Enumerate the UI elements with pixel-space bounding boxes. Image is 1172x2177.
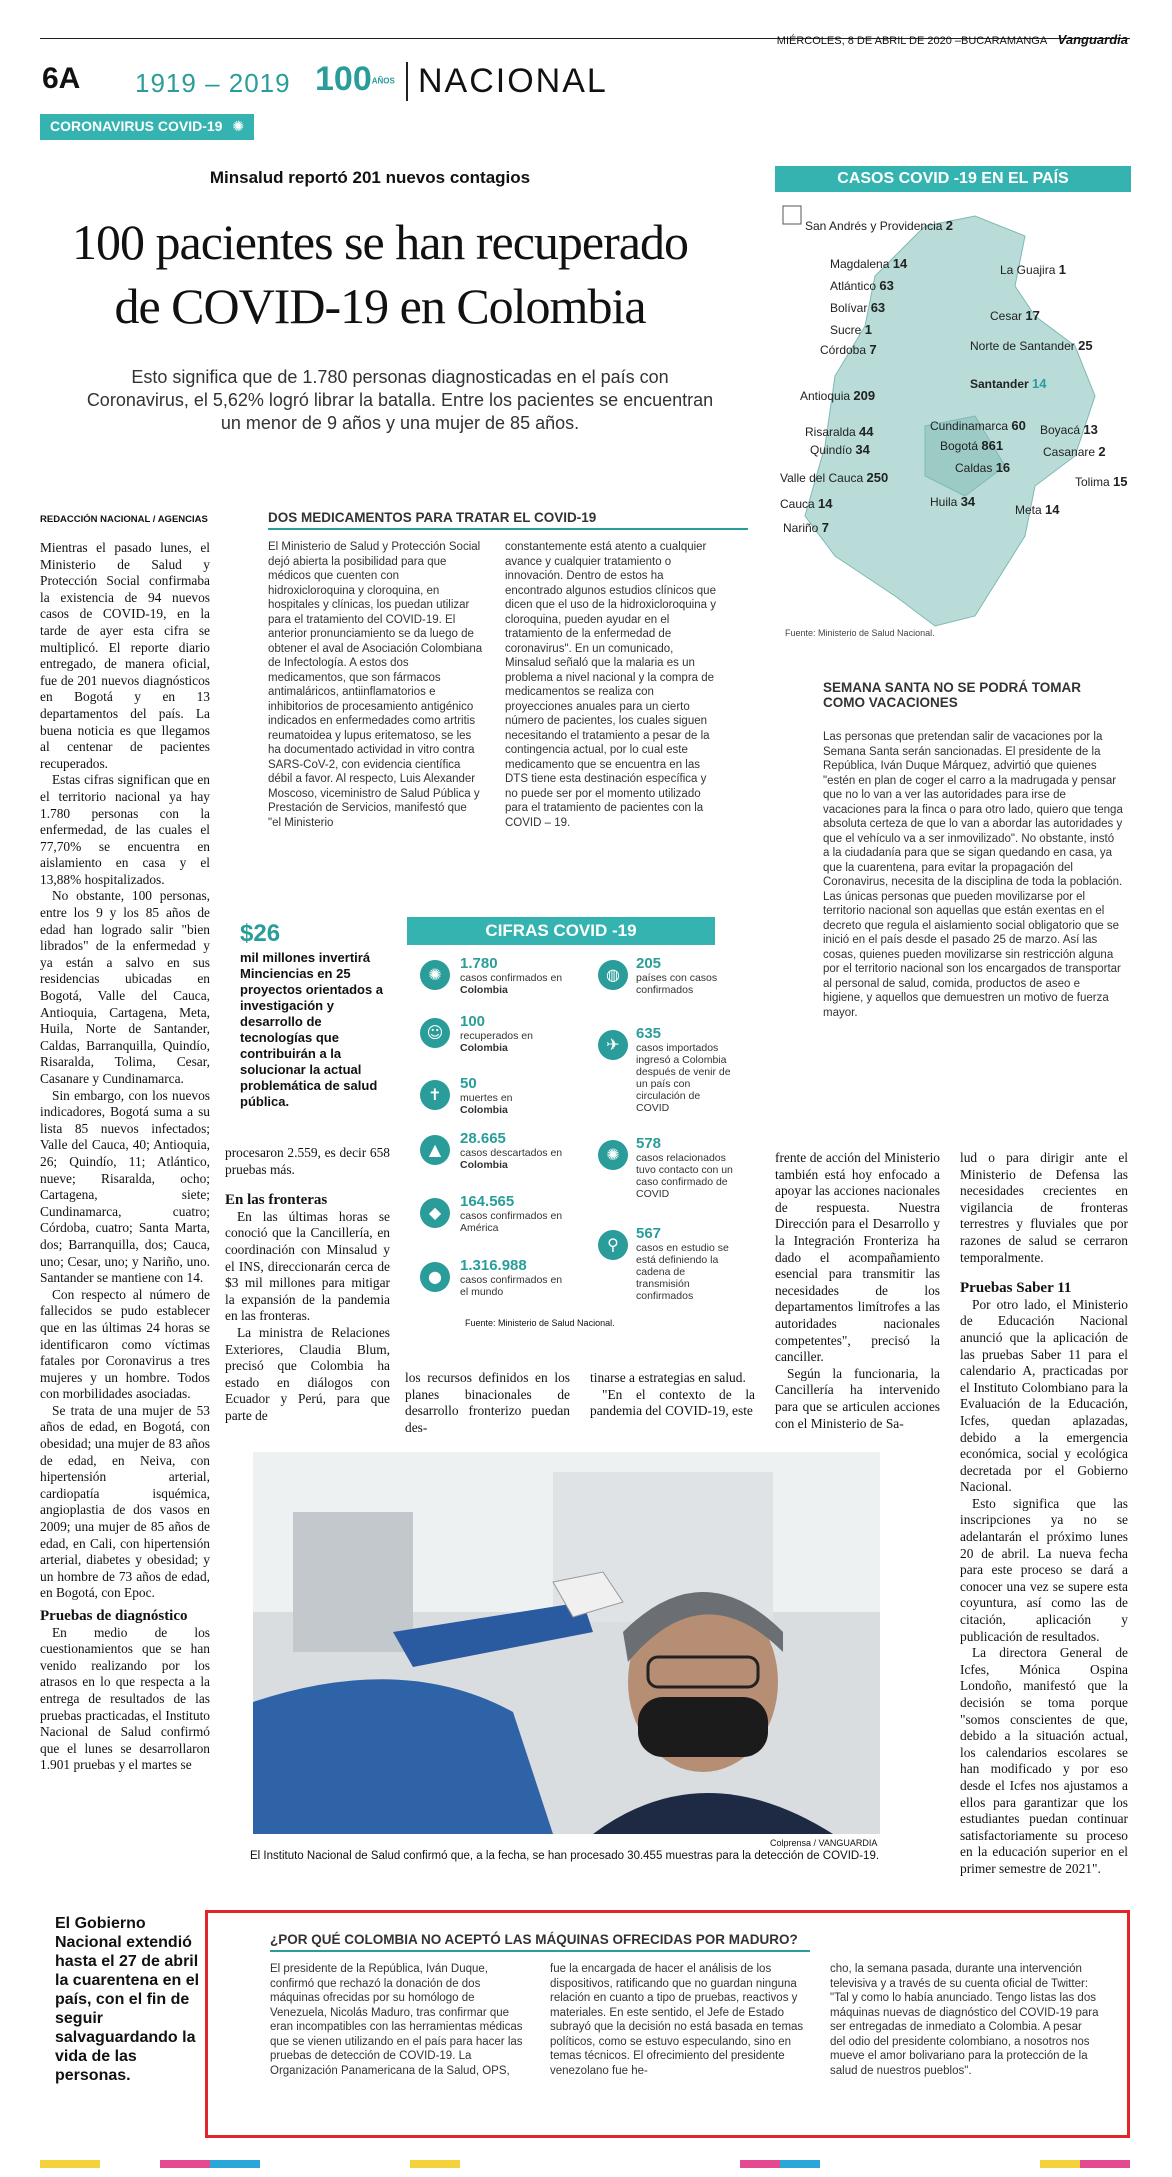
stat-item: 578 casos relacionados tuvo contacto con un caso confirmado de COVID <box>636 1135 733 1200</box>
stat-item: 164.565 casos confirmados en América <box>460 1193 563 1234</box>
medicamentos-col-a: El Ministerio de Salud y Protección Social dejó abierta la posibilidad para que médicos que cuenten con hidroxicloroquina y cloroquina, en hospitales y clínicas, los puedan utilizar para el tratamiento del COVID-19. El anterior pronunciamiento se da luego de obtener el aval de Asociación Colombiana de Infectología. A estos dos medicamentos, que son fármacos antimaláricos, antiinflamatorios e inhibitorios de procesamiento antigénico indicados en enfermedades como artritis reumatoidea y lupus eritematoso, se les ha documentado actividad in vitro contra SARS-CoV-2, con evidencia científica débil a favor. Al respecto, Luis Alexander Moscoso, viceministro de Salud Pública y Prestación de Servicios, manifestó que "el Ministerio <box>268 541 483 829</box>
map-label: Huila 34 <box>930 494 976 509</box>
headline-line-2: de COVID-19 en Colombia <box>114 278 646 334</box>
article-paragraph: No obstante, 100 personas, entre los 9 y los 85 años de edad han logrado salir "bien librados" de la enfermedad y ya están a salvo en sus residencias ubicadas en Bogotá, Valle del Cauca, Antioquia, Cartagena, Meta, Huila, Norte de Santander, Caldas, Barranquilla, Quindío, Risaralda, Tolima, Cesar, Casanare y Cundinamarca. <box>40 888 210 1086</box>
plane-icon: ✈ <box>598 1030 628 1060</box>
article-paragraph: "En el contexto de la pandemia del COVID-19, este <box>590 1386 755 1419</box>
maduro-col-c: cho, la semana pasada, durante una intervención televisiva y a través de su cuenta oficial de Twitter: "Tal y como lo había anunciado. Tengo listas las dos máquinas nuevas de diagnóstico del COVID-19 para ser entregadas de inmediato a Colombia. A pesar del odio del presidente colombiano, a nosotros nos mueve el amor bolivariano para la protección de la salud de nuestros pueblos". <box>830 1963 1099 2077</box>
article-column-4 <box>590 1370 755 1420</box>
semana-santa-title-1: SEMANA SANTA NO SE PODRÁ TOMAR <box>823 680 1082 695</box>
subhead-saber: Pruebas Saber 11 <box>960 1280 1072 1297</box>
maduro-col-b: fue la encargada de hacer el análisis de los dispositivos, ratificando que no guardan ninguna relación en cuanto a tipo de pruebas, reactivos y materiales. En este sentido, el Jefe de Estado subrayó que la decisión no está basada en temas políticos, como se estuvo especulando, sino en temas técnicos. El ofrecimiento del presidente venezolano fue he- <box>550 1963 804 2077</box>
map-label: Atlántico 63 <box>830 278 894 293</box>
map-label: Valle del Cauca 250 <box>780 470 889 485</box>
article-paragraph: Con respecto al número de fallecidos se pudo establecer que en las últimas 24 horas se identificaron como víctimas fatales por Coronavirus a tres mujeres y un hombre. Todos con morbilidades asociadas. <box>40 1286 210 1402</box>
medicamentos-title: DOS MEDICAMENTOS PARA TRATAR EL COVID-19 <box>268 510 748 530</box>
map-label: Bolívar 63 <box>830 300 886 315</box>
stat-item: 100 recuperados en Colombia <box>460 1013 533 1054</box>
stat-item: 50 muertes en Colombia <box>460 1075 513 1116</box>
print-color-bar <box>40 2160 1130 2168</box>
virus-icon: ✺ <box>232 119 245 135</box>
article-paragraph: Estas cifras significan que en el territorio nacional ya hay 1.780 personas con la enfermedad, de las cuales el 77,70% se encuentra en aislamiento en casa y el 13,88% hospitalizados. <box>40 772 210 887</box>
article-paragraph: tinarse a estrategias en salud. <box>590 1370 746 1385</box>
contact-icon: ✺ <box>598 1140 628 1170</box>
map-label: Tolima 15 <box>1075 474 1128 489</box>
stat-item: 567 casos en estudio se está definiendo la cadena de transmisión confirmados <box>636 1225 729 1302</box>
article-column-1 <box>40 540 210 1774</box>
article-column-5 <box>775 1150 940 1432</box>
anniversary-logo-sub: AÑOS <box>371 76 395 86</box>
map-label: Norte de Santander 25 <box>970 338 1093 353</box>
article-paragraph: frente de acción del Ministerio también está hoy enfocado a apoyar las acciones nacionales de respuesta. Nuestra Dirección para el Desarrollo y la Integración Fronteriza ha dado el acompañamiento esencial para transmitir las necesidades de los departamentos limítrofes a las autoridades nacionales competentes", precisó la canciller. <box>775 1150 940 1365</box>
article-column-6 <box>960 1150 1128 1878</box>
map-label: Nariño 7 <box>783 520 829 535</box>
map-label: Cesar 17 <box>990 308 1040 323</box>
article-paragraph: Mientras el pasado lunes, el Ministerio de Salud y Protección Social confirmaba la existencia de 94 nuevos casos de COVID-19, en la tarde de ayer esta cifra se multiplicó. El reporte diario entregado, de manera oficial, fue de 201 nuevos diagnósticos en Bogotá y en 13 departamentos del país. La buena noticia es que llegamos al centenar de pacientes recuperados. <box>40 540 210 771</box>
map-icon: ▲ <box>420 1135 450 1165</box>
article-paragraph: procesaron 2.559, es decir 658 pruebas más. <box>225 1145 390 1177</box>
article-kicker: Minsalud reportó 201 nuevos contagios <box>209 168 531 187</box>
article-column-3: los recursos definidos en los planes binacionales de desarrollo fronterizo puedan des- <box>405 1370 570 1435</box>
highlight-text: mil millones invertirá Minciencias en 25 proyectos orientados a investigación y desarrollo de tecnologías que contribuirán a la solucionar la actual problemática de salud pública. <box>240 950 384 1109</box>
section-tag-label: CORONAVIRUS COVID-19 <box>50 118 223 134</box>
article-paragraph: En las últimas horas se conoció que la Cancillería, en coordinación con Minsalud y el INS, direccionarán cerca de $3 mil millones para mitigar la expansión de la pandemia en las fronteras. <box>225 1208 390 1324</box>
map-label: Meta 14 <box>1015 502 1060 517</box>
map-label: Caldas 16 <box>955 460 1011 475</box>
map-label: Boyacá 13 <box>1040 422 1098 437</box>
map-label: Magdalena 14 <box>830 256 908 271</box>
virus-icon: ✺ <box>420 960 450 990</box>
brand-name: Vanguardia <box>1057 32 1128 47</box>
news-photo <box>253 1452 880 1834</box>
article-paragraph: La directora General de Icfes, Mónica Ospina Londoño, manifestó que la decisión se toma porque "somos conscientes de que, debido a la situación actual, los calendarios escolares se han modificado y por eso desde el Icfes nos ajustamos a ellos para garantizar que los estudiantes puedan continuar satisfactoriamente su proceso en la educación superior en el primer semestre de 2021". <box>960 1645 1128 1876</box>
stat-item: 635 casos importados ingresó a Colombia después de venir de un país con circulación de COVID <box>636 1025 731 1114</box>
subhead-fronteras: En las fronteras <box>225 1192 328 1209</box>
byline: REDACCIÓN NACIONAL / AGENCIAS <box>40 514 208 525</box>
anniversary-logo-number: 100 <box>315 60 372 98</box>
article-paragraph: lud o para dirigir ante el Ministerio de Defensa las necesidades crecientes en vigilancia de fronteras terrestres y fluviales que por razones de salud se cerraron temporalmente. <box>960 1150 1128 1265</box>
article-column-2 <box>225 1145 390 1425</box>
article-headline <box>20 210 740 338</box>
headline-line-1: 100 pacientes se han recuperado <box>72 214 688 270</box>
map-label: Bogotá 861 <box>940 438 1004 453</box>
colombia-shape <box>775 196 1131 636</box>
maduro-col-a: El presidente de la República, Iván Duque, confirmó que rechazó la donación de dos máquinas ofrecidas por su homólogo de Venezuela, Nicolás Maduro, tras confirmar que eran incompatibles con las herramientas médicas que se vienen utilizando en el país para hacer las pruebas de detección de COVID-19. La Organización Panamericana de la Salud, OPS, <box>270 1963 523 2077</box>
map-title: CASOS COVID -19 EN EL PAÍS <box>775 166 1131 192</box>
section-tag <box>40 114 254 140</box>
cifras-title: CIFRAS COVID -19 <box>407 917 715 945</box>
stat-item: 205 países con casos confirmados <box>636 955 718 996</box>
map-label: Sucre 1 <box>830 322 872 337</box>
map-label: Casanare 2 <box>1043 444 1106 459</box>
article-paragraph: En medio de los cuestionamientos que se han venido realizando por los atrasos en lo que respecta a la entrega de resultados de las pruebas practicadas, el Instituto Nacional de Salud confirmó que el lunes se desarrollaron 1.901 pruebas y el martes se <box>40 1624 210 1773</box>
study-icon: ⚲ <box>598 1230 628 1260</box>
stat-item: 1.316.988 casos confirmados en el mundo <box>460 1257 563 1298</box>
map-label: Antioquia 209 <box>800 388 876 403</box>
page-number: 6A <box>42 62 81 95</box>
photo-illustration <box>253 1452 880 1834</box>
article-paragraph: Según la funcionaria, la Cancillería ha intervenido para que se articulen acciones con el Ministerio de Sa- <box>775 1365 940 1431</box>
section-title: NACIONAL <box>406 62 608 101</box>
map-label: Quindío 34 <box>810 442 870 457</box>
dateline <box>777 32 1128 47</box>
globe-icon: ◍ <box>598 960 628 990</box>
stat-item: 1.780 casos confirmados en Colombia <box>460 955 563 996</box>
maduro-title: ¿POR QUÉ COLOMBIA NO ACEPTÓ LAS MÁQUINAS OFRECIDAS POR MADURO? <box>270 1932 810 1952</box>
stat-item: 28.665 casos descartados en Colombia <box>460 1130 563 1171</box>
world-icon: ● <box>420 1262 450 1292</box>
cifras-source: Fuente: Ministerio de Salud Nacional. <box>465 1318 615 1328</box>
map-label: La Guajira 1 <box>1000 262 1066 277</box>
map-label: Risaralda 44 <box>805 424 874 439</box>
map-label: Cauca 14 <box>780 496 833 511</box>
article-paragraph: Sin embargo, con los nuevos indicadores, Bogotá suma a su lista 85 nuevos infectados; Valle del Cauca, 40; Antioquia, 26; Quindío, 11; Atlántico, nueve; Risaralda, ocho; Cartagena, siete; Cundinamarca, cuatro; Córdoba, cuatro; Santa Marta, dos; Barranquilla, dos; Cauca, uno; Cesar, uno; y Nariño, uno. Santander se mantiene con 14. <box>40 1087 210 1286</box>
article-paragraph: Por otro lado, el Ministerio de Educación Nacional anunció que la aplicación de las pruebas Saber 11 para el calendario A, practicadas por el Instituto Colombiano para la Evaluación de la Educación, Icfes, quedan aplazadas, debido a la emergencia económica, social y ecológica decretada por el Gobierno Nacional. <box>960 1296 1128 1495</box>
pull-quote: El Gobierno Nacional extendió hasta el 27 de abril la cuarentena en el país, con el fin de seguir salvaguardando la vida de las personas. <box>55 1915 200 2084</box>
medicamentos-col-b: constantemente está atento a cualquier avance y cualquier tratamiento o innovación. Dentro de estos ha encontrado algunos estudios clínicos que dicen que el uso de la hidroxicloroquina y cloroquina, pueden ayudar en el tratamiento de la enfermedad de coronavirus". En un comunicado, Minsalud señaló que la malaria es un problema a nivel nacional y la compra de medicamentos se realiza con proyecciones anuales para un cierto número de pacientes, los cuales siguen necesitando el tratamiento a pesar de la contingencia actual, por lo cual este medicamento que se encuentra en las DTS tiene esta destinación específica y no puede ser por el momento utilizado para el tratamiento de pacientes con la COVID – 19. <box>505 541 716 829</box>
semana-santa-title <box>823 680 1123 713</box>
map-label: Cundinamarca 60 <box>930 418 1026 433</box>
death-icon: ✝ <box>420 1080 450 1110</box>
map-label: Santander 14 <box>970 376 1047 391</box>
map-label: San Andrés y Providencia 2 <box>805 218 953 233</box>
anniversary-logo <box>315 60 395 99</box>
colombia-map <box>775 196 1131 636</box>
highlight-number: $26 <box>240 920 281 947</box>
photo-caption: El Instituto Nacional de Salud confirmó que, a la fecha, se han procesado 30.455 muestras para la detección de COVID-19. <box>250 1850 880 1862</box>
article-paragraph: La ministra de Relaciones Exteriores, Claudia Blum, precisó que Colombia ha estado en diálogos con Ecuador y Perú, para que parte de <box>225 1324 390 1423</box>
article-subhead: Esto significa que de 1.780 personas diagnosticadas en el país con Coronavirus, el 5,62% logró librar la batalla. Entre los pacientes se encuentran un menor de 9 años y una mujer de 85 años. <box>86 367 714 433</box>
subhead-pruebas: Pruebas de diagnóstico <box>40 1608 188 1624</box>
anniversary-years: 1919 – 2019 <box>135 68 291 98</box>
map-label: Córdoba 7 <box>820 342 877 357</box>
recovered-icon: ☺ <box>420 1018 450 1048</box>
date-text: MIÉRCOLES, 8 DE ABRIL DE 2020 –BUCARAMANGA <box>776 35 1047 47</box>
photo-credit: Colprensa / VANGUARDIA <box>770 1838 878 1848</box>
semana-santa-title-2: COMO VACACIONES <box>823 695 958 710</box>
article-paragraph: Esto significa que las inscripciones ya no se adelantarán el próximo lunes 20 de abril. La nueva fecha para este proceso se dará a conocer una vez se supere esta coyuntura, así como las de citación, aplicación y publicación de resultados. <box>960 1495 1128 1644</box>
semana-santa-body: Las personas que pretendan salir de vacaciones por la Semana Santa serán sancionadas. El presidente de la República, Iván Duque Márquez, advirtió que quienes "estén en plan de coger el carro a la madrugada y pensar que no lo van a ver las autoridades para irse de vacaciones para la finca o para otro lado, quiero que tenga absoluta certeza de que lo van a abordar las autoridades y que el vehículo va a ser inmovilizado". No obstante, instó a la ciudadanía para que se sigan quedando en casa, ya que la cuarentena, para evitar la propagación del Coronavirus, necesita de la disciplina de toda la población. Las únicas personas que pueden movilizarse por el territorio nacional son aquellas que están exentas en el decreto que regula el aislamiento social obligatorio que se inició en el país desde el pasado 25 de marzo. Así las cosas, quienes pueden movilizarse sin restricción alguna por el territorio nacional son los encargados de transportar al personal de salud, comida, productos de aseo e higiene, y aquellos que demuestren un motivo de fuerza mayor. <box>823 731 1123 1019</box>
america-icon: ◆ <box>420 1198 450 1228</box>
article-paragraph: Se trata de una mujer de 53 años de edad, en Bogotá, con obesidad; una mujer de 83 años de edad, en Neiva, con hipertensión arterial, cardiopatía isquémica, angioplastia de dos vasos en 2009; una mujer de 85 años de edad, en Cali, con hipertensión arterial, diabetes y obesidad; y un hombre de 73 años de edad, en Bogotá, con Epoc. <box>40 1402 210 1601</box>
map-source: Fuente: Ministerio de Salud Nacional. <box>785 628 935 638</box>
